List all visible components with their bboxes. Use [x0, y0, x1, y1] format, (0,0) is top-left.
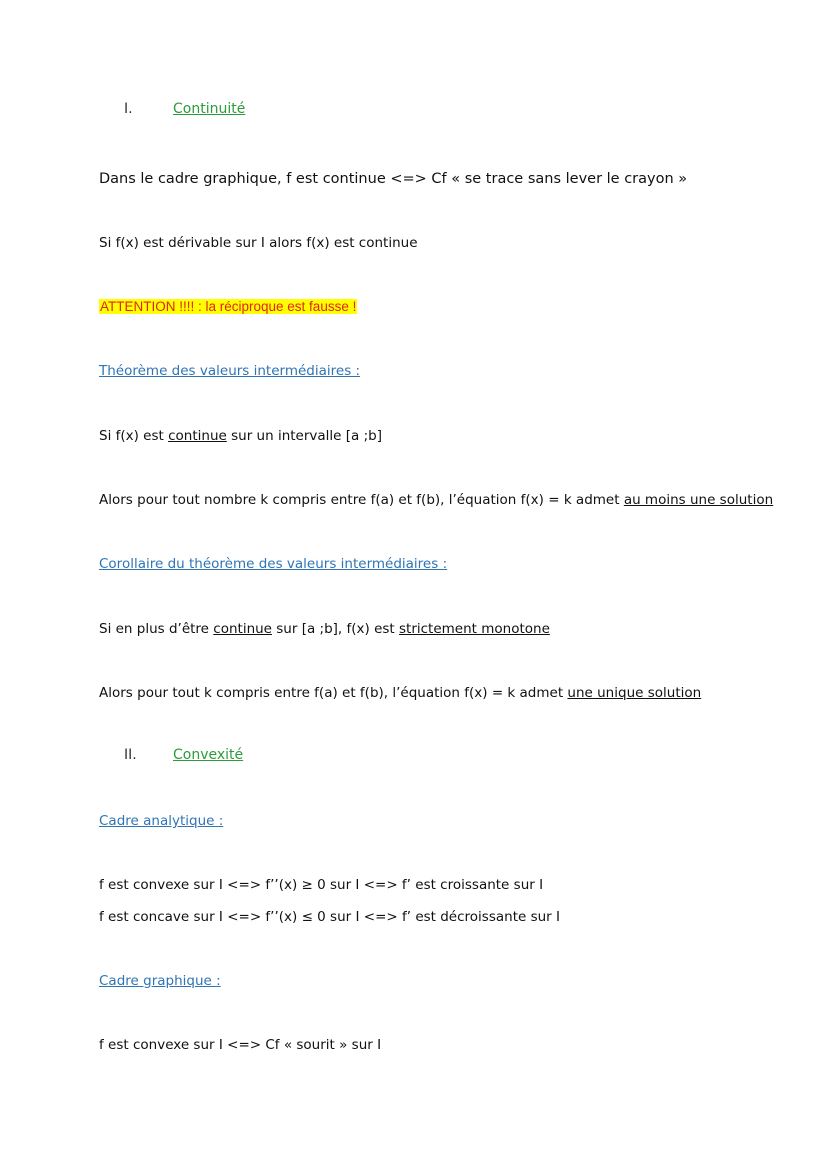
concave-analytic-line: f est concave sur I <=> f’’(x) ≤ 0 sur I <=> f’ est décroissante sur I: [99, 909, 560, 925]
tvi-line-1: [99, 427, 382, 445]
cor-l2-pre: Alors pour tout k compris entre f(a) et f(b), l’équation f(x) = k admet: [99, 685, 568, 701]
warning-highlight: ATTENTION !!!! : la réciproque est fausse !: [100, 299, 357, 314]
convex-analytic-line: f est convexe sur I <=> f’’(x) ≥ 0 sur I <=> f’ est croissante sur I: [99, 877, 544, 893]
cor-l1-underlined-1: continue: [213, 621, 272, 637]
section-1-title: Continuité: [173, 101, 246, 117]
tvi-l2-pre: Alors pour tout nombre k compris entre f(a) et f(b), l’équation f(x) = k admet: [99, 492, 624, 508]
cor-l2-underlined: une unique solution: [567, 685, 702, 701]
convex-graphic-line: f est convexe sur I <=> Cf « sourit » sur I: [99, 1037, 382, 1053]
analytic-heading: Cadre analytique :: [99, 813, 224, 829]
tvi-l1-pre: Si f(x) est: [99, 428, 169, 444]
section-2-number: II.: [124, 747, 137, 763]
graphic-heading: Cadre graphique :: [99, 973, 221, 989]
cor-l1-pre: Si en plus d’être: [99, 621, 214, 637]
warning-line: [99, 298, 357, 316]
cor-l1-underlined-2: strictement monotone: [399, 621, 550, 637]
corollary-heading: Corollaire du théorème des valeurs intermédiaires :: [99, 556, 448, 572]
corollary-line-1: [99, 620, 550, 638]
corollary-line-2: [99, 684, 701, 702]
section-2-title: Convexité: [173, 747, 244, 763]
cor-l1-mid: sur [a ;b], f(x) est: [271, 621, 399, 637]
tvi-heading: Théorème des valeurs intermédiaires :: [99, 363, 361, 379]
tvi-l2-underlined: au moins une solution: [623, 492, 774, 508]
derivability-line: Si f(x) est dérivable sur I alors f(x) est continue: [99, 235, 418, 251]
section-1-number: I.: [124, 101, 133, 117]
tvi-line-2: [99, 491, 773, 509]
tvi-l1-underlined: continue: [168, 428, 227, 444]
graphic-continuity-line: Dans le cadre graphique, f est continue <=> Cf « se trace sans lever le crayon »: [99, 171, 688, 187]
tvi-l1-post: sur un intervalle [a ;b]: [226, 428, 382, 444]
